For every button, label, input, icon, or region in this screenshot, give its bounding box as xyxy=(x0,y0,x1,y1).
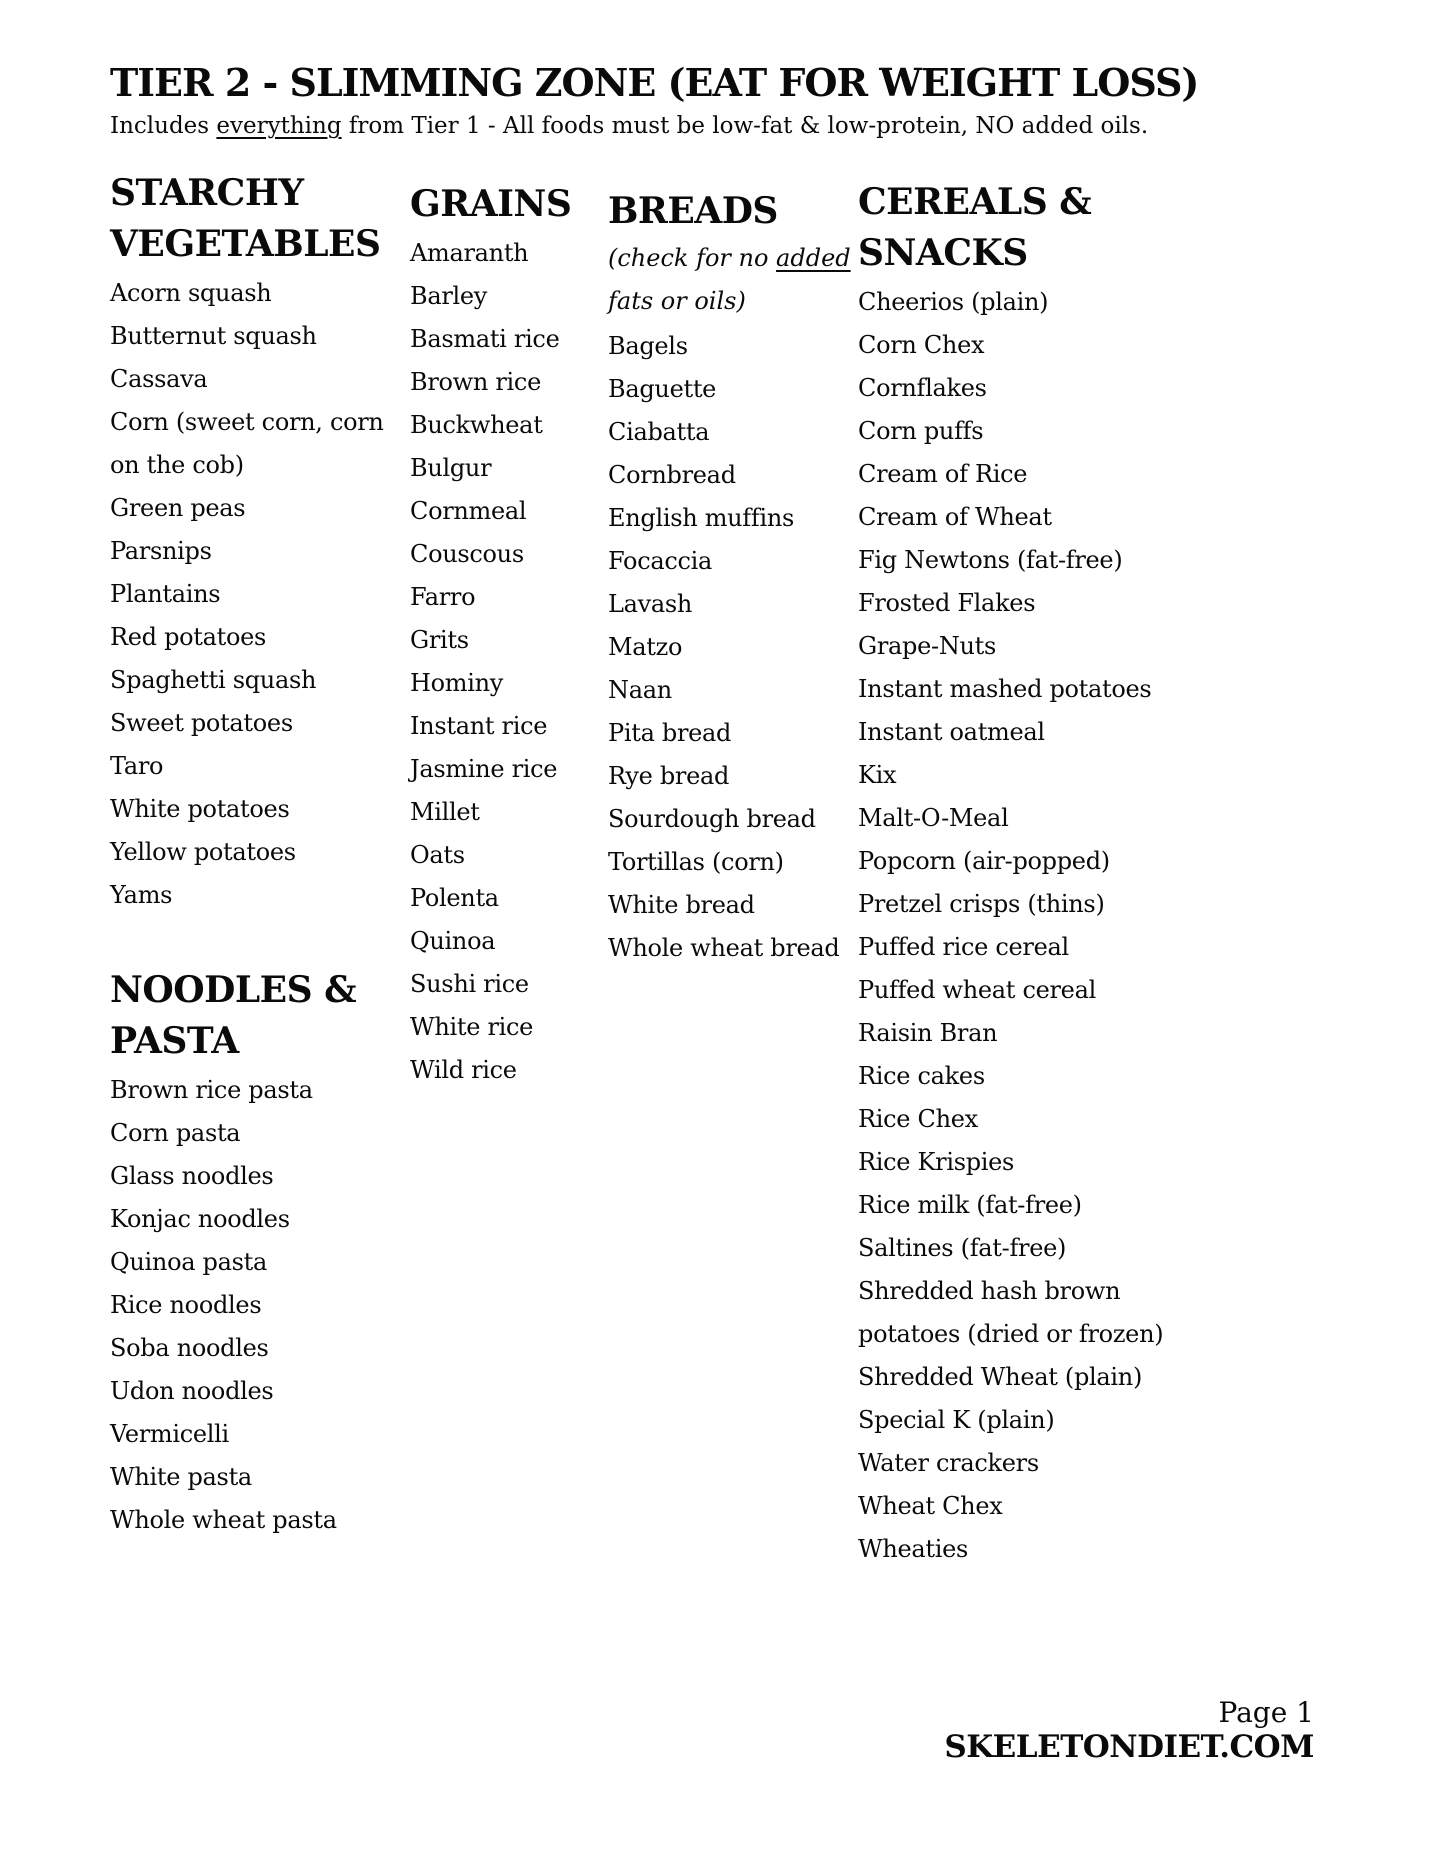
section-heading: GRAINS xyxy=(410,183,572,225)
list-item: Fig Newtons (fat-free) xyxy=(858,546,1123,574)
page-footer xyxy=(944,1697,1314,1765)
list-item: Quinoa xyxy=(410,927,496,955)
list-item: Raisin Bran xyxy=(858,1019,998,1047)
list-item: Amaranth xyxy=(410,239,529,267)
list-item: Cream of Wheat xyxy=(858,503,1052,531)
list-item: Puffed wheat cereal xyxy=(858,976,1096,1004)
list-item: Rye bread xyxy=(608,762,730,790)
section-note: (check for no added fats or oils) xyxy=(608,244,851,315)
list-item: Sushi rice xyxy=(410,970,529,998)
food-columns xyxy=(110,168,1210,1571)
list-item: Sweet potatoes xyxy=(110,709,293,737)
food-list xyxy=(110,272,410,917)
list-item: Shredded Wheat (plain) xyxy=(858,1363,1143,1391)
list-item: Whole wheat bread xyxy=(608,934,840,962)
section-heading: CEREALS & SNACKS xyxy=(858,181,1092,274)
list-item: Brown rice pasta xyxy=(110,1076,313,1104)
list-item: Matzo xyxy=(608,633,683,661)
list-item: Rice milk (fat-free) xyxy=(858,1191,1082,1219)
site-name: SKELETONDIET.COM xyxy=(944,1729,1314,1765)
list-item: Popcorn (air-popped) xyxy=(858,847,1110,875)
list-item: Vermicelli xyxy=(110,1420,229,1448)
column-cereals-snacks xyxy=(858,177,1193,1571)
list-item: Cheerios (plain) xyxy=(858,288,1049,316)
list-item: Saltines (fat-free) xyxy=(858,1234,1067,1262)
list-item: Plantains xyxy=(110,580,221,608)
food-section xyxy=(608,186,858,970)
list-item: Rice noodles xyxy=(110,1291,262,1319)
list-item: Malt-O-Meal xyxy=(858,804,1009,832)
list-item: White rice xyxy=(410,1013,534,1041)
section-heading: BREADS xyxy=(608,190,778,232)
list-item: Corn pasta xyxy=(110,1119,241,1147)
list-item: White potatoes xyxy=(110,795,290,823)
list-item: Wheat Chex xyxy=(858,1492,1003,1520)
list-item: Grits xyxy=(410,626,469,654)
list-item: Wheaties xyxy=(858,1535,969,1563)
subtitle-suffix: from Tier 1 - All foods must be low-fat & low-protein, NO added oils. xyxy=(341,113,1149,139)
list-item: Barley xyxy=(410,282,488,310)
list-item: Whole wheat pasta xyxy=(110,1506,337,1534)
list-item: Green peas xyxy=(110,494,246,522)
food-list xyxy=(110,1069,410,1542)
list-item: Pita bread xyxy=(608,719,732,747)
list-item: Frosted Flakes xyxy=(858,589,1036,617)
list-item: Red potatoes xyxy=(110,623,267,651)
list-item: Rice Chex xyxy=(858,1105,978,1133)
list-item: Udon noodles xyxy=(110,1377,274,1405)
list-item: English muffins xyxy=(608,504,795,532)
list-item: Water crackers xyxy=(858,1449,1039,1477)
page-title: TIER 2 - SLIMMING ZONE (EAT FOR WEIGHT LOSS) xyxy=(110,60,1199,105)
page-subtitle xyxy=(110,110,1149,142)
subtitle-prefix: Includes xyxy=(110,113,217,139)
list-item: Grape-Nuts xyxy=(858,632,997,660)
food-section xyxy=(858,177,1193,1571)
list-item: Corn puffs xyxy=(858,417,984,445)
list-item: Pretzel crisps (thins) xyxy=(858,890,1105,918)
list-item: Parsnips xyxy=(110,537,212,565)
list-item: Cream of Rice xyxy=(858,460,1028,488)
column-breads xyxy=(608,186,858,970)
list-item: Puffed rice cereal xyxy=(858,933,1069,961)
list-item: Ciabatta xyxy=(608,418,710,446)
column-grains xyxy=(410,179,608,1092)
list-item: Buckwheat xyxy=(410,411,543,439)
list-item: Couscous xyxy=(410,540,524,568)
list-item: Oats xyxy=(410,841,465,869)
list-item: Cornflakes xyxy=(858,374,987,402)
section-heading: STARCHY VEGETABLES xyxy=(110,172,381,265)
list-item: Corn Chex xyxy=(858,331,985,359)
list-item: Wild rice xyxy=(410,1056,517,1084)
list-item: Yellow potatoes xyxy=(110,838,296,866)
food-section xyxy=(110,168,410,917)
list-item: Instant mashed potatoes xyxy=(858,675,1152,703)
list-item: Spaghetti squash xyxy=(110,666,317,694)
list-item: Shredded hash brown potatoes (dried or frozen) xyxy=(858,1277,1164,1348)
list-item: Bagels xyxy=(608,332,688,360)
list-item: Polenta xyxy=(410,884,499,912)
note-underlined-word: added xyxy=(776,244,851,272)
list-item: Glass noodles xyxy=(110,1162,274,1190)
list-item: Corn (sweet corn, corn on the cob) xyxy=(110,408,384,479)
list-item: Bulgur xyxy=(410,454,492,482)
food-section xyxy=(110,965,410,1542)
list-item: Butternut squash xyxy=(110,322,317,350)
list-item: Kix xyxy=(858,761,897,789)
list-item: Instant oatmeal xyxy=(858,718,1045,746)
list-item: Basmati rice xyxy=(410,325,560,353)
list-item: White pasta xyxy=(110,1463,252,1491)
food-list xyxy=(410,232,608,1092)
page-number: Page 1 xyxy=(1218,1696,1314,1729)
list-item: Rice Krispies xyxy=(858,1148,1015,1176)
food-section xyxy=(410,179,608,1092)
food-list xyxy=(858,281,1193,1571)
list-item: Jasmine rice xyxy=(410,755,558,783)
list-item: Farro xyxy=(410,583,476,611)
list-item: Konjac noodles xyxy=(110,1205,290,1233)
food-list xyxy=(608,325,858,970)
list-item: Sourdough bread xyxy=(608,805,816,833)
list-item: Naan xyxy=(608,676,672,704)
section-heading: NOODLES & PASTA xyxy=(110,969,357,1062)
list-item: Focaccia xyxy=(608,547,713,575)
list-item: Cornbread xyxy=(608,461,736,489)
list-item: Soba noodles xyxy=(110,1334,269,1362)
list-item: Millet xyxy=(410,798,480,826)
list-item: Taro xyxy=(110,752,164,780)
list-item: Brown rice xyxy=(410,368,541,396)
column-starchy-vegetables-noodles xyxy=(110,168,410,1542)
list-item: Instant rice xyxy=(410,712,548,740)
list-item: Quinoa pasta xyxy=(110,1248,267,1276)
list-item: Hominy xyxy=(410,669,504,697)
list-item: Cassava xyxy=(110,365,208,393)
list-item: Tortillas (corn) xyxy=(608,848,784,876)
page-header xyxy=(110,60,1199,142)
list-item: Special K (plain) xyxy=(858,1406,1055,1434)
list-item: Cornmeal xyxy=(410,497,527,525)
list-item: Acorn squash xyxy=(110,279,272,307)
list-item: White bread xyxy=(608,891,755,919)
subtitle-underlined-word: everything xyxy=(216,113,342,139)
list-item: Yams xyxy=(110,881,173,909)
list-item: Rice cakes xyxy=(858,1062,985,1090)
list-item: Baguette xyxy=(608,375,717,403)
list-item: Lavash xyxy=(608,590,693,618)
